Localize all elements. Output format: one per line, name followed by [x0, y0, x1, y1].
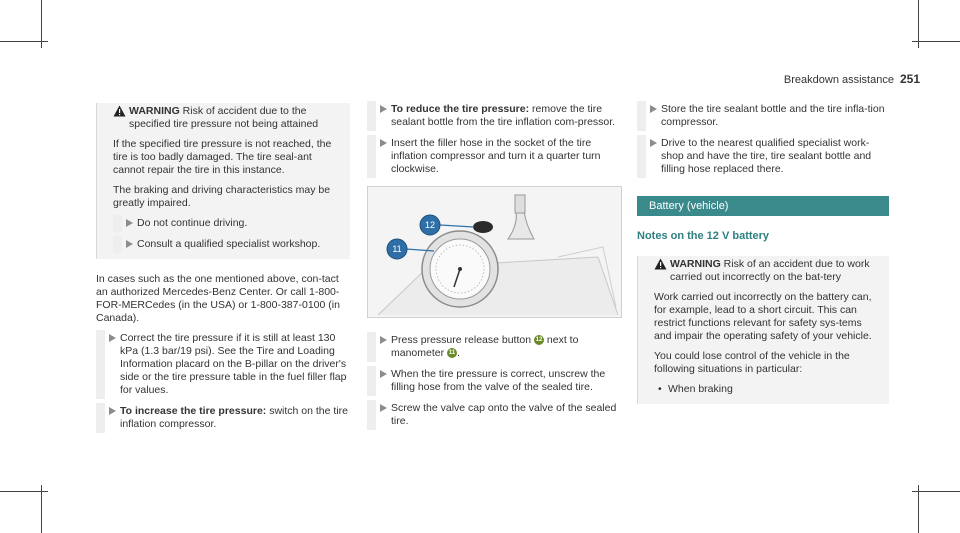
arrow-right-icon	[380, 105, 387, 113]
crop-mark	[918, 485, 919, 533]
section-name: Breakdown assistance	[783, 74, 894, 86]
step-text: Correct the tire pressure if it is still at least 130 kPa (1.3 bar/19 psi). See the Tire and Loading Information placard on the B-pillar on the driver's side or the tire pressure table in the fuel filler flap for values.	[120, 332, 347, 396]
crop-mark	[912, 41, 960, 42]
step-item	[367, 334, 623, 360]
step-item	[113, 217, 342, 230]
step-item	[367, 137, 623, 176]
arrow-right-icon	[126, 240, 133, 248]
arrow-right-icon	[380, 404, 387, 412]
warning-heading	[113, 105, 342, 131]
step-text: Store the tire sealant bottle and the tire infla-tion compressor.	[661, 103, 885, 128]
step-text: remove the tire sealant bottle from the tire inflation com-pressor.	[391, 103, 616, 128]
callout-marker: 11	[448, 350, 456, 357]
subheading: Notes on the 12 V battery	[637, 230, 770, 242]
page-number: 251	[899, 72, 920, 86]
warning-label: WARNING	[129, 105, 180, 117]
step-item	[96, 332, 350, 397]
step-text: switch on the tire inflation compressor.	[120, 405, 348, 430]
step-item	[637, 137, 889, 176]
compressor-illustration	[367, 186, 622, 318]
arrow-right-icon	[126, 219, 133, 227]
warning-body: You could lose control of the vehicle in the following situations in particular:	[654, 350, 850, 375]
warning-box	[637, 256, 889, 404]
step-text: Screw the valve cap onto the valve of the sealed tire.	[391, 402, 617, 427]
section-title-bar: Battery (vehicle)	[637, 196, 889, 216]
step-item	[367, 103, 623, 129]
arrow-right-icon	[650, 105, 657, 113]
warning-label: WARNING	[670, 258, 721, 270]
arrow-right-icon	[380, 370, 387, 378]
step-text: Do not continue driving.	[137, 217, 248, 229]
callout-label: 11	[392, 244, 402, 254]
arrow-right-icon	[109, 334, 116, 342]
compressor-drawing	[368, 187, 621, 317]
arrow-right-icon	[380, 336, 387, 344]
column-3	[637, 103, 889, 404]
column-1	[96, 103, 350, 439]
step-item	[637, 103, 889, 129]
warning-heading	[654, 258, 881, 284]
step-text: Consult a qualified specialist workshop.	[137, 238, 321, 250]
step-item	[367, 402, 623, 428]
callout-label: 12	[424, 220, 436, 230]
warning-body: If the specified tire pressure is not reached, the tire is too badly damaged. The tire seal-ant cannot repair the tire in this instance.	[113, 138, 332, 176]
bullet-item: • When braking	[654, 383, 881, 396]
step-text: When the tire pressure is correct, unscrew the filling hose from the valve of the sealed tire.	[391, 368, 606, 393]
step-text: Drive to the nearest qualified specialist work-shop and have the tire, tire sealant bottle and filling hose replaced there.	[661, 137, 872, 175]
step-item	[113, 238, 342, 251]
warning-body: The braking and driving characteristics may be greatly impaired.	[113, 184, 331, 209]
step-text: .	[457, 347, 460, 359]
step-text: Press pressure release button	[391, 334, 532, 346]
running-header	[784, 72, 920, 86]
step-label: To reduce the tire pressure:	[391, 103, 530, 115]
warning-title: Risk of an accident due to work carried out incorrectly on the bat-tery	[670, 258, 870, 283]
column-2	[367, 103, 623, 436]
arrow-right-icon	[650, 139, 657, 147]
step-item	[367, 368, 623, 394]
crop-mark	[912, 491, 960, 492]
arrow-right-icon	[380, 139, 387, 147]
step-label: To increase the tire pressure:	[120, 405, 267, 417]
crop-mark	[0, 491, 48, 492]
warning-body: Work carried out incorrectly on the battery can, for example, lead to a short circuit. This can restrict functions relevant for safety sys-tems and impair the operating safety of your vehicle.	[654, 291, 872, 342]
callout-marker: 12	[535, 337, 543, 344]
warning-triangle-icon	[654, 258, 667, 270]
crop-mark	[41, 485, 42, 533]
warning-triangle-icon	[113, 105, 126, 117]
step-text: Insert the filler hose in the socket of the tire inflation compressor and turn it a quarter turn clockwise.	[391, 137, 601, 175]
arrow-right-icon	[109, 407, 116, 415]
step-item	[96, 405, 350, 431]
crop-mark	[0, 41, 48, 42]
paragraph: In cases such as the one mentioned above, con-tact an authorized Mercedes-Benz Center. Or call 1-800-FOR-MERCedes (in the USA) or 1-800-387-0100 (in Canada).	[96, 273, 340, 324]
warning-box	[96, 103, 350, 259]
warning-title: Risk of accident due to the specified tire pressure not being attained	[129, 105, 319, 130]
step-text: next to manometer	[391, 334, 579, 359]
